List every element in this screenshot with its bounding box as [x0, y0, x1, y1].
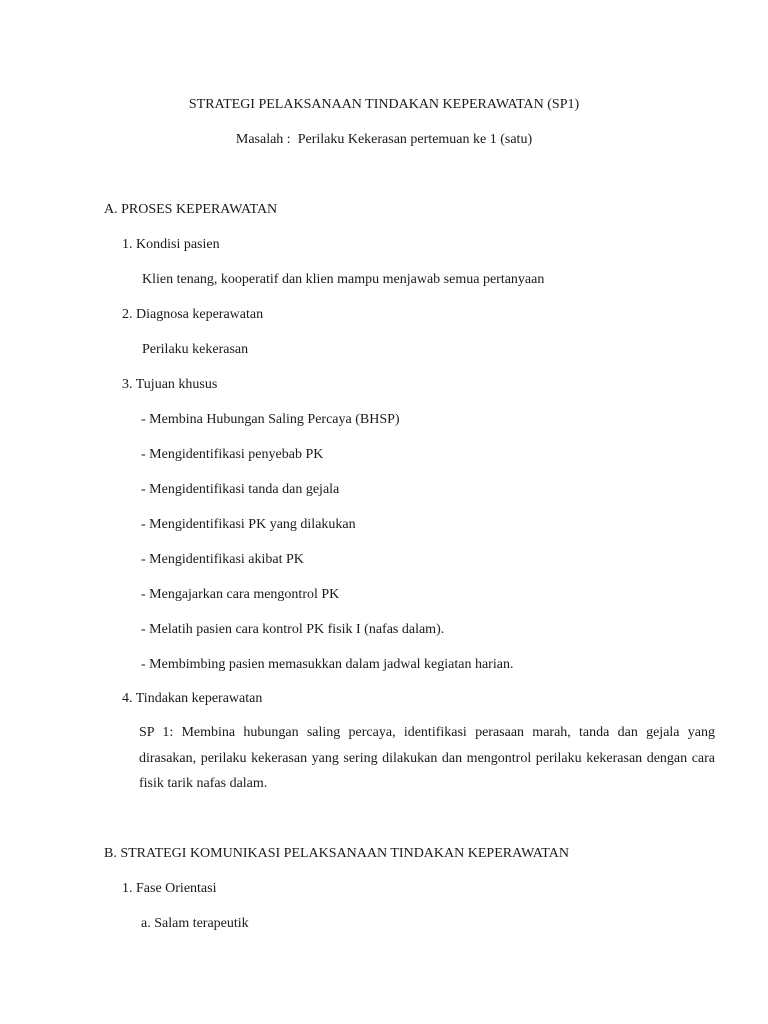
section-b-heading: B. STRATEGI KOMUNIKASI PELAKSANAAN TINDAKAN KEPERAWATAN [104, 846, 569, 861]
section-a-heading: A. PROSES KEPERAWATAN [104, 202, 278, 217]
list-item: - Membimbing pasien memasukkan dalam jadwal kegiatan harian. [141, 657, 514, 672]
document-title: STRATEGI PELAKSANAAN TINDAKAN KEPERAWATAN (SP1) [188, 97, 580, 112]
fase-orientasi-label: 1. Fase Orientasi [122, 881, 217, 896]
list-item: - Mengidentifikasi penyebab PK [141, 447, 324, 462]
problem-text: Perilaku Kekerasan pertemuan ke 1 (satu) [297, 132, 533, 147]
tindakan-label: 4. Tindakan keperawatan [122, 691, 263, 706]
list-item: - Mengajarkan cara mengontrol PK [141, 587, 340, 602]
problem-statement [0, 131, 768, 149]
kondisi-label: 1. Kondisi pasien [122, 237, 220, 252]
list-item: a. Salam terapeutik [141, 916, 249, 931]
kondisi-text: Klien tenang, kooperatif dan klien mampu menjawab semua pertanyaan [142, 272, 545, 287]
list-item: - Membina Hubungan Saling Percaya (BHSP) [141, 412, 400, 427]
list-item: - Mengidentifikasi tanda dan gejala [141, 482, 340, 497]
diagnosa-label: 2. Diagnosa keperawatan [122, 307, 264, 322]
diagnosa-text: Perilaku kekerasan [142, 342, 249, 357]
tujuan-label: 3. Tujuan khusus [122, 377, 218, 392]
list-item: - Mengidentifikasi PK yang dilakukan [141, 517, 356, 532]
list-item: - Mengidentifikasi akibat PK [141, 552, 304, 567]
tindakan-paragraph: SP 1: Membina hubungan saling percaya, identifikasi perasaan marah, tanda dan gejala yang dirasakan, perilaku kekerasan yang sering dilakukan dan mengontrol perilaku kekerasan dengan cara fisik tarik nafas dalam. [139, 725, 715, 791]
list-item: - Melatih pasien cara kontrol PK fisik I (nafas dalam). [141, 622, 445, 637]
problem-label: Masalah : [235, 132, 291, 147]
